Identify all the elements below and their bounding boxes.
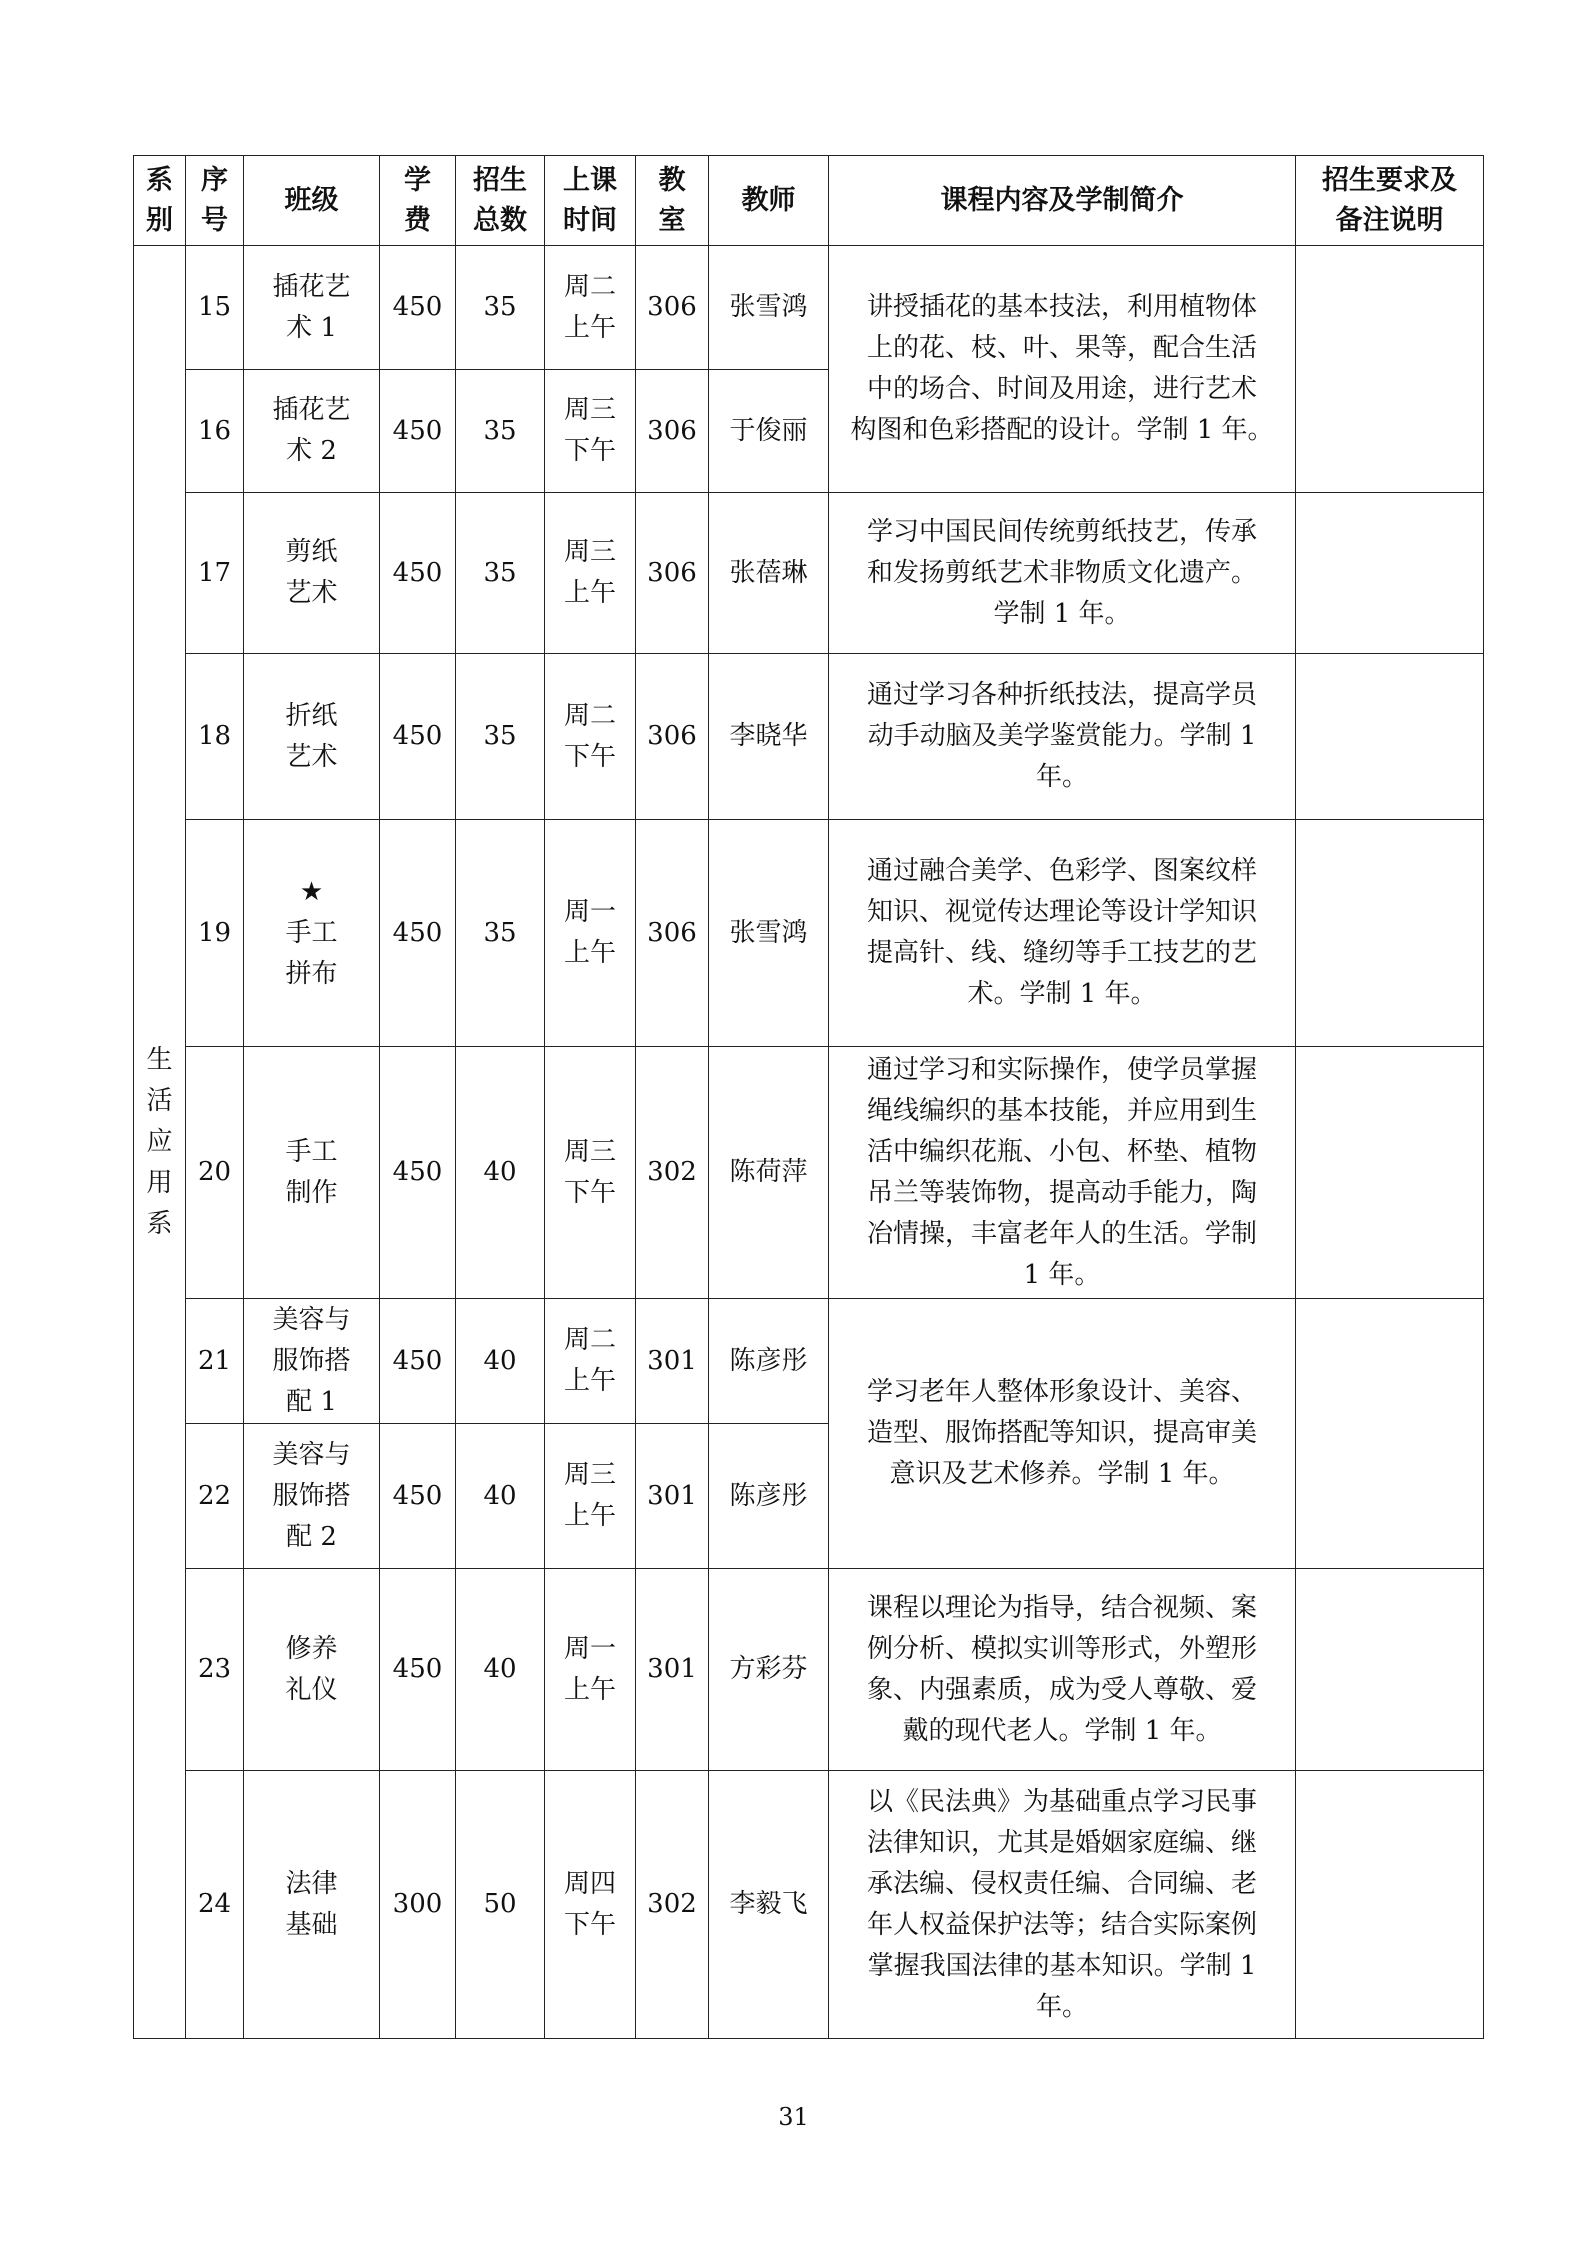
teacher-cell: 陈彦彤 <box>709 1424 829 1569</box>
time-cell: 周三 下午 <box>545 1047 636 1299</box>
class-cell: 剪纸 艺术 <box>244 493 380 654</box>
page-number: 31 <box>778 2103 809 2131</box>
quota-cell: 35 <box>456 493 545 654</box>
seq-cell: 16 <box>186 370 244 493</box>
fee-cell: 450 <box>380 1569 456 1771</box>
room-cell: 306 <box>636 654 709 820</box>
table-row <box>134 1771 1484 2039</box>
seq-cell: 23 <box>186 1569 244 1771</box>
class-cell: 插花艺 术 1 <box>244 246 380 370</box>
desc-cell: 学习中国民间传统剪纸技艺，传承 和发扬剪纸艺术非物质文化遗产。 学制 1 年。 <box>829 493 1296 654</box>
teacher-cell: 李毅飞 <box>709 1771 829 2039</box>
header-time: 上课 时间 <box>545 156 636 246</box>
room-cell: 306 <box>636 370 709 493</box>
notes-cell <box>1296 1569 1484 1771</box>
header-fee: 学 费 <box>380 156 456 246</box>
room-cell: 301 <box>636 1299 709 1424</box>
seq-cell: 20 <box>186 1047 244 1299</box>
seq-cell: 21 <box>186 1299 244 1424</box>
room-cell: 306 <box>636 246 709 370</box>
class-cell: 美容与 服饰搭 配 1 <box>244 1299 380 1424</box>
notes-cell <box>1296 654 1484 820</box>
notes-cell <box>1296 1299 1484 1569</box>
class-cell: 手工 制作 <box>244 1047 380 1299</box>
time-cell: 周二 上午 <box>545 246 636 370</box>
time-cell: 周二 下午 <box>545 654 636 820</box>
quota-cell: 35 <box>456 246 545 370</box>
teacher-cell: 张蓓琳 <box>709 493 829 654</box>
seq-cell: 22 <box>186 1424 244 1569</box>
desc-cell: 课程以理论为指导，结合视频、案 例分析、模拟实训等形式，外塑形 象、内强素质，成为受人尊敬、爱 戴的现代老人。学制 1 年。 <box>829 1569 1296 1771</box>
class-cell: 插花艺 术 2 <box>244 370 380 493</box>
quota-cell: 40 <box>456 1569 545 1771</box>
header-class: 班级 <box>244 156 380 246</box>
class-cell: 折纸 艺术 <box>244 654 380 820</box>
class-cell: 美容与 服饰搭 配 2 <box>244 1424 380 1569</box>
fee-cell: 450 <box>380 654 456 820</box>
quota-cell: 40 <box>456 1299 545 1424</box>
table-row <box>134 493 1484 654</box>
header-notes: 招生要求及 备注说明 <box>1296 156 1484 246</box>
fee-cell: 450 <box>380 1299 456 1424</box>
table-row <box>134 820 1484 1047</box>
seq-cell: 17 <box>186 493 244 654</box>
fee-cell: 450 <box>380 1424 456 1569</box>
time-cell: 周三 下午 <box>545 370 636 493</box>
teacher-cell: 陈荷萍 <box>709 1047 829 1299</box>
header-quota: 招生 总数 <box>456 156 545 246</box>
seq-cell: 15 <box>186 246 244 370</box>
header-room: 教 室 <box>636 156 709 246</box>
desc-cell: 讲授插花的基本技法，利用植物体 上的花、枝、叶、果等，配合生活 中的场合、时间及用途，进行艺术 构图和色彩搭配的设计。学制 1 年。 <box>829 246 1296 493</box>
room-cell: 302 <box>636 1771 709 2039</box>
header-dept: 系 别 <box>134 156 186 246</box>
class-cell: ★ 手工 拼布 <box>244 820 380 1047</box>
fee-cell: 450 <box>380 246 456 370</box>
teacher-cell: 李晓华 <box>709 654 829 820</box>
department-cell <box>134 246 186 2039</box>
room-cell: 301 <box>636 1569 709 1771</box>
quota-cell: 35 <box>456 370 545 493</box>
time-cell: 周三 上午 <box>545 1424 636 1569</box>
teacher-cell: 方彩芬 <box>709 1569 829 1771</box>
teacher-cell: 张雪鸿 <box>709 246 829 370</box>
desc-cell: 通过学习各种折纸技法，提高学员 动手动脑及美学鉴赏能力。学制 1 年。 <box>829 654 1296 820</box>
room-cell: 306 <box>636 493 709 654</box>
desc-cell: 通过融合美学、色彩学、图案纹样 知识、视觉传达理论等设计学知识 提高针、线、缝纫等手工技艺的艺 术。学制 1 年。 <box>829 820 1296 1047</box>
class-cell: 修养 礼仪 <box>244 1569 380 1771</box>
quota-cell: 35 <box>456 820 545 1047</box>
quota-cell: 50 <box>456 1771 545 2039</box>
time-cell: 周一 上午 <box>545 1569 636 1771</box>
teacher-cell: 张雪鸿 <box>709 820 829 1047</box>
fee-cell: 450 <box>380 1047 456 1299</box>
header-seq: 序 号 <box>186 156 244 246</box>
table-row <box>134 246 1484 370</box>
teacher-cell: 陈彦彤 <box>709 1299 829 1424</box>
room-cell: 302 <box>636 1047 709 1299</box>
desc-cell: 以《民法典》为基础重点学习民事 法律知识，尤其是婚姻家庭编、继 承法编、侵权责任编、合同编、老 年人权益保护法等；结合实际案例 掌握我国法律的基本知识。学制 1 年。 <box>829 1771 1296 2039</box>
quota-cell: 35 <box>456 654 545 820</box>
seq-cell: 24 <box>186 1771 244 2039</box>
table-row <box>134 1047 1484 1299</box>
header-row <box>134 156 1484 246</box>
quota-cell: 40 <box>456 1047 545 1299</box>
desc-cell: 学习老年人整体形象设计、美容、 造型、服饰搭配等知识，提高审美 意识及艺术修养。学制 1 年。 <box>829 1299 1296 1569</box>
notes-cell <box>1296 1771 1484 2039</box>
notes-cell <box>1296 1047 1484 1299</box>
fee-cell: 450 <box>380 370 456 493</box>
fee-cell: 450 <box>380 493 456 654</box>
teacher-cell: 于俊丽 <box>709 370 829 493</box>
room-cell: 306 <box>636 820 709 1047</box>
time-cell: 周三 上午 <box>545 493 636 654</box>
seq-cell: 18 <box>186 654 244 820</box>
time-cell: 周一 上午 <box>545 820 636 1047</box>
desc-cell: 通过学习和实际操作，使学员掌握 绳线编织的基本技能，并应用到生 活中编织花瓶、小包、杯垫、植物 吊兰等装饰物，提高动手能力，陶 冶情操，丰富老年人的生活。学制 1 年。 <box>829 1047 1296 1299</box>
header-teacher: 教师 <box>709 156 829 246</box>
department-label: 生 活 应 用 系 <box>146 1044 173 1239</box>
notes-cell <box>1296 493 1484 654</box>
seq-cell: 19 <box>186 820 244 1047</box>
time-cell: 周二 上午 <box>545 1299 636 1424</box>
table-row <box>134 654 1484 820</box>
table-row <box>134 1569 1484 1771</box>
class-cell: 法律 基础 <box>244 1771 380 2039</box>
header-desc: 课程内容及学制简介 <box>829 156 1296 246</box>
table-row <box>134 1299 1484 1424</box>
fee-cell: 300 <box>380 1771 456 2039</box>
room-cell: 301 <box>636 1424 709 1569</box>
course-table <box>133 155 1484 2039</box>
notes-cell <box>1296 820 1484 1047</box>
quota-cell: 40 <box>456 1424 545 1569</box>
fee-cell: 450 <box>380 820 456 1047</box>
notes-cell <box>1296 246 1484 493</box>
time-cell: 周四 下午 <box>545 1771 636 2039</box>
